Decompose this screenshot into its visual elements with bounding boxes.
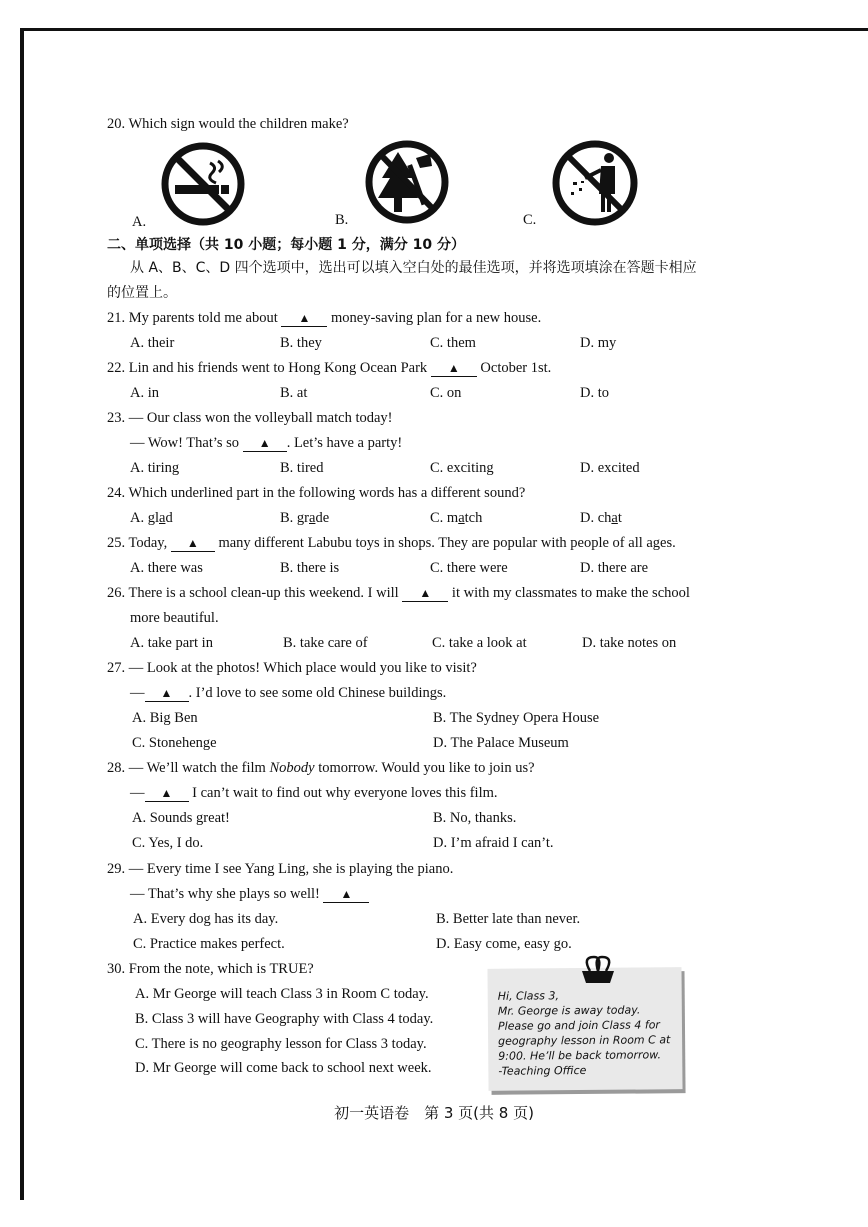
q20-option-a: A. xyxy=(132,214,147,230)
q25-option-d: D. there are xyxy=(580,560,649,576)
answer-blank: ▲ xyxy=(431,360,477,377)
q25-option-b: B. there is xyxy=(280,560,340,576)
q26-stem-line2: more beautiful. xyxy=(130,610,219,626)
q23-option-d: D. excited xyxy=(580,460,640,476)
q21-stem: 21. My parents told me about ▲ money-saving plan for a new house. xyxy=(107,310,542,326)
q22-option-d: D. to xyxy=(580,385,609,401)
q22-option-a: A. in xyxy=(130,385,159,401)
q29-option-d: D. Easy come, easy go. xyxy=(436,936,572,952)
q23-stem: 23. — Our class won the volleyball match today! xyxy=(107,410,393,426)
section-title: 二、单项选择（共 10 小题；每小题 1 分，满分 10 分） xyxy=(107,237,465,253)
q30-option-a: A. Mr George will teach Class 3 in Room C today. xyxy=(135,986,429,1002)
q22-option-c: C. on xyxy=(430,385,462,401)
answer-blank: ▲ xyxy=(323,886,369,903)
q27-stem: 27. — Look at the photos! Which place would you like to visit? xyxy=(107,660,477,676)
q20-option-b: B. xyxy=(335,212,349,228)
note-text: Hi, Class 3, Mr. George is away today. Please go and join Class 4 for geography lesson in Room C at 9:00. He’ll be back tomorrow. -Teaching Office xyxy=(497,989,671,1078)
page-footer: 初一英语卷 第 3 页(共 8 页) xyxy=(334,1104,534,1122)
no-smoking-icon xyxy=(160,141,246,227)
q28-option-a: A. Sounds great! xyxy=(132,810,230,826)
q30-option-d: D. Mr George will come back to school next week. xyxy=(135,1060,432,1076)
q24-stem: 24. Which underlined part in the following words has a different sound? xyxy=(107,485,526,501)
q29-option-c: C. Practice makes perfect. xyxy=(133,936,285,952)
q20-stem: 20. Which sign would the children make? xyxy=(107,116,349,132)
section-instructions-line2: 的位置上。 xyxy=(107,285,177,301)
q24-option-b: B. grade xyxy=(280,510,330,526)
answer-blank: ▲ xyxy=(171,535,215,552)
q29-option-b: B. Better late than never. xyxy=(436,911,581,927)
q25-option-a: A. there was xyxy=(130,560,203,576)
q22-option-b: B. at xyxy=(280,385,308,401)
q21-option-a: A. their xyxy=(130,335,175,351)
q26-option-b: B. take care of xyxy=(283,635,368,651)
q26-stem: 26. There is a school clean-up this weekend. I will ▲ it with my classmates to make the school xyxy=(107,585,690,601)
answer-blank: ▲ xyxy=(281,310,327,327)
q24-option-c: C. match xyxy=(430,510,483,526)
page-border-left xyxy=(20,28,24,1200)
q29-stem: 29. — Every time I see Yang Ling, she is playing the piano. xyxy=(107,861,454,877)
q24-option-a: A. glad xyxy=(130,510,173,526)
q29-option-a: A. Every dog has its day. xyxy=(133,911,279,927)
q23-response: — Wow! That’s so ▲ . Let’s have a party! xyxy=(130,435,403,451)
q29-response: — That’s why she plays so well! ▲ xyxy=(130,885,369,903)
answer-blank: ▲ xyxy=(145,685,189,702)
answer-blank: ▲ xyxy=(243,435,287,452)
q25-stem: 25. Today, ▲ many different Labubu toys in shops. They are popular with people of all ages. xyxy=(107,535,676,551)
q23-option-c: C. exciting xyxy=(430,460,494,476)
section-instructions-line1: 从 A、B、C、D 四个选项中，选出可以填入空白处的最佳选项，并将选项填涂在答题卡相应 xyxy=(130,260,697,276)
q28-option-c: C. Yes, I do. xyxy=(132,835,204,851)
q27-option-b: B. The Sydney Opera House xyxy=(433,710,600,726)
q21-option-c: C. them xyxy=(430,335,476,351)
q30-option-b: B. Class 3 will have Geography with Class 4 today. xyxy=(135,1011,434,1027)
q21-option-d: D. my xyxy=(580,335,617,351)
answer-blank: ▲ xyxy=(402,585,448,602)
binder-clip-icon xyxy=(578,955,618,985)
q25-option-c: C. there were xyxy=(430,560,508,576)
q27-option-a: A. Big Ben xyxy=(132,710,198,726)
q28-stem: 28. — We’ll watch the film Nobody tomorrow. Would you like to join us? xyxy=(107,760,535,776)
q23-option-a: A. tiring xyxy=(130,460,180,476)
teaching-office-note xyxy=(487,967,682,1091)
q27-option-c: C. Stonehenge xyxy=(132,735,217,751)
q27-response: — ▲ . I’d love to see some old Chinese buildings. xyxy=(130,685,447,701)
q27-option-d: D. The Palace Museum xyxy=(433,735,569,751)
q28-option-d: D. I’m afraid I can’t. xyxy=(433,835,554,851)
q30-stem: 30. From the note, which is TRUE? xyxy=(107,961,314,977)
q26-option-d: D. take notes on xyxy=(582,635,677,651)
q26-option-a: A. take part in xyxy=(130,635,213,651)
q24-option-d: D. chat xyxy=(580,510,622,526)
answer-blank: ▲ xyxy=(145,785,189,802)
q30-option-c: C. There is no geography lesson for Class 3 today. xyxy=(135,1036,427,1052)
q20-option-c: C. xyxy=(523,212,537,228)
q28-response: — ▲ I can’t wait to find out why everyone loves this film. xyxy=(130,785,498,801)
q23-option-b: B. tired xyxy=(280,460,324,476)
q28-option-b: B. No, thanks. xyxy=(433,810,517,826)
q21-option-b: B. they xyxy=(280,335,322,351)
page-border-top xyxy=(20,28,868,31)
no-cutting-trees-icon xyxy=(364,138,450,226)
no-littering-icon xyxy=(551,138,639,228)
q26-option-c: C. take a look at xyxy=(432,635,527,651)
q22-stem: 22. Lin and his friends went to Hong Kong Ocean Park ▲ October 1st. xyxy=(107,360,552,376)
